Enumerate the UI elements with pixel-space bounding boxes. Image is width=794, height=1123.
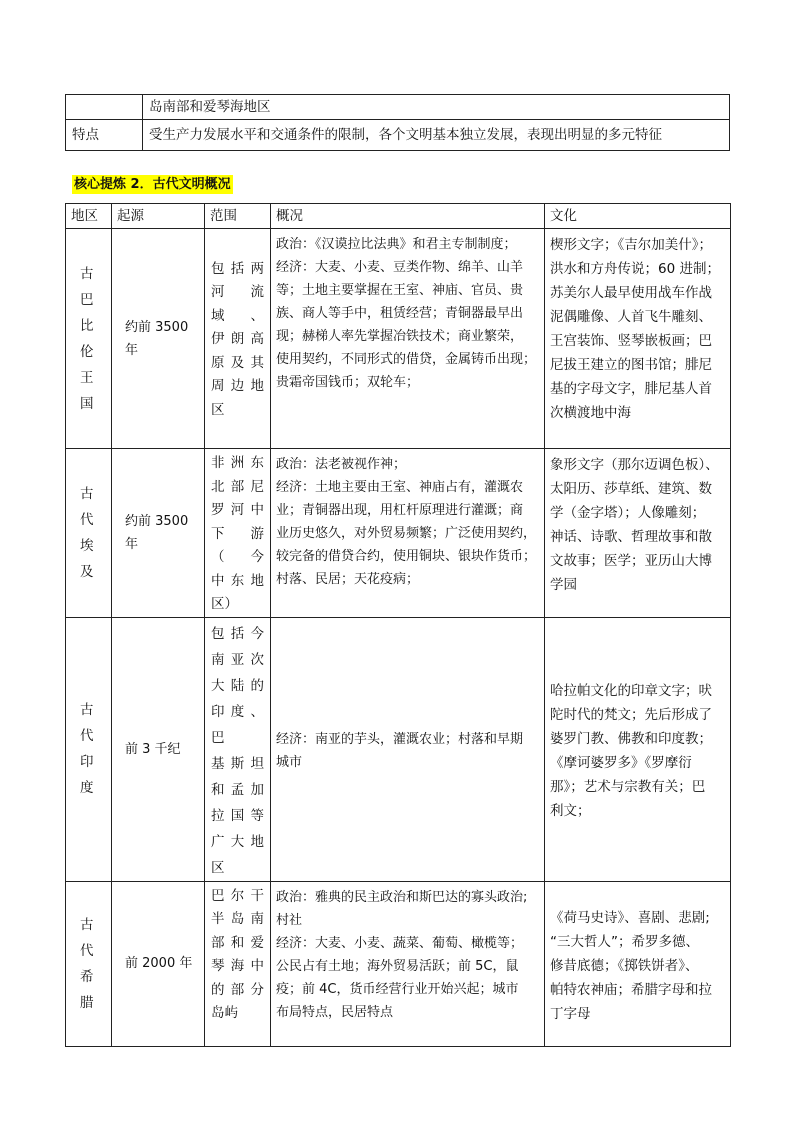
region-line: 希腊	[80, 968, 94, 1011]
overview-cell	[271, 229, 545, 449]
overview-line: 经济：大麦、小麦、蔬菜、葡萄、橄榄等；	[276, 935, 524, 951]
overview-cell	[271, 881, 545, 1046]
overview-line: 村落、民居；天花疫病；	[276, 572, 420, 587]
region-line: 古代	[80, 485, 94, 528]
overview-line: 公民占有土地；海外贸易活跃；前 5C，鼠	[276, 958, 519, 974]
culture-line: 太阳历、莎草纸、建筑、数	[550, 481, 712, 497]
culture-line: 洪水和方舟传说；60 进制；	[550, 261, 720, 277]
header-culture: 文化	[545, 204, 731, 229]
scope-line: 印度、巴	[211, 703, 264, 746]
culture-line: 基的字母文字，腓尼基人首	[550, 381, 712, 397]
overview-line: 政治：雅典的民主政治和斯巴达的寡头政治;	[276, 889, 528, 905]
scope-line: 区	[211, 401, 225, 418]
scope-line: 包括两	[211, 260, 264, 277]
region-cell	[66, 229, 112, 449]
overview-line: 业历史悠久，对外贸易频繁；广泛使用契约，	[276, 526, 537, 541]
region-cell	[66, 449, 112, 618]
header-origin: 起源	[112, 204, 205, 229]
region-line: 古代	[80, 702, 94, 744]
scope-line: 罗河中	[211, 502, 264, 518]
culture-line: 学园	[550, 577, 577, 593]
scope-line: 巴尔干	[211, 887, 264, 904]
scope-line: 拉国等	[211, 807, 264, 824]
scope-line: 区）	[211, 596, 238, 612]
top-row2-label: 特点	[66, 120, 143, 151]
region-line: 古代	[80, 916, 94, 959]
table-header-row	[66, 204, 731, 229]
scope-line: 半岛南	[211, 911, 264, 927]
scope-line: 大陆的	[211, 677, 264, 694]
overview-line: 疫；前 4C，货币经营行业开始兴起；城市	[276, 981, 519, 997]
culture-line: 泥偶雕像、人首飞牛雕刻、	[550, 309, 712, 325]
culture-line: 文故事；医学；亚历山大博	[550, 553, 712, 569]
overview-line: 经济：大麦、小麦、豆类作物、绵羊、山羊	[276, 260, 524, 275]
region-line: 古巴	[80, 265, 94, 308]
region-cell	[66, 617, 112, 881]
culture-cell	[545, 229, 731, 449]
culture-line: 丁字母	[550, 1005, 591, 1022]
culture-cell	[545, 881, 731, 1046]
table-row	[66, 449, 731, 618]
overview-line: 较完备的借贷合约，使用铜块、银块作货币；	[276, 549, 537, 564]
culture-line: 王宫装饰、竖琴嵌板画；巴	[550, 333, 712, 349]
culture-line: 哈拉帕文化的印章文字；吠	[550, 683, 712, 699]
table-row	[66, 617, 731, 881]
culture-line: 楔形文字；《吉尔加美什》；	[550, 237, 712, 253]
scope-line: 伊朗高	[211, 331, 264, 348]
overview-line: 城市	[276, 755, 303, 770]
scope-line: 原及其	[211, 354, 264, 371]
scope-line: 周边地	[211, 378, 264, 395]
region-line: 埃及	[80, 537, 94, 580]
overview-line: 村社	[276, 912, 303, 928]
culture-line: “三大哲人”；希罗多德、	[550, 933, 699, 950]
scope-line: 琴海中	[211, 958, 264, 974]
table-row	[66, 881, 731, 1046]
culture-line: 象形文字（那尔迈调色板）、	[550, 457, 719, 473]
overview-cell	[271, 617, 545, 881]
culture-line: 陀时代的梵文；先后形成了	[550, 707, 712, 723]
culture-cell	[545, 449, 731, 618]
scope-line: 和孟加	[211, 781, 264, 798]
overview-line: 布局特点，民居特点	[276, 1004, 394, 1020]
scope-line: 区	[211, 859, 225, 876]
overview-line: 政治：《汉谟拉比法典》和君主专制制度；	[276, 237, 517, 252]
header-scope: 范围	[205, 204, 271, 229]
overview-line: 族、商人等手中，租赁经营；青铜器最早出	[276, 306, 524, 321]
header-region: 地区	[66, 204, 112, 229]
overview-line: 贵霜帝国钱币；双轮车；	[276, 375, 420, 390]
region-cell	[66, 881, 112, 1046]
scope-line: 河流域、	[211, 284, 264, 324]
culture-line: 学（金字塔）；人像雕刻；	[550, 505, 706, 521]
scope-cell	[205, 449, 271, 618]
overview-line: 业；青铜器出现，用杠杆原理进行灌溉；商	[276, 503, 524, 518]
header-overview: 概况	[271, 204, 545, 229]
scope-line: 广大地	[211, 833, 264, 850]
scope-line: 基斯坦	[211, 755, 264, 772]
scope-line: 中东地	[211, 572, 264, 589]
civilization-table	[65, 203, 731, 1047]
culture-cell	[545, 617, 731, 881]
scope-cell	[205, 881, 271, 1046]
culture-line: 苏美尔人最早使用战车作战	[550, 285, 712, 301]
scope-line: 非洲东	[211, 455, 264, 471]
overview-line: 使用契约，不同形式的借贷，金属铸币出现；	[276, 352, 537, 367]
scope-line: 岛屿	[211, 1005, 238, 1021]
overview-cell	[271, 449, 545, 618]
origin-cell: 前 3 千纪	[112, 617, 205, 881]
scope-line: 南亚次	[211, 651, 264, 668]
scope-line: 部和爱	[211, 934, 264, 951]
overview-line: 经济：土地主要由王室、神庙占有，灌溉农	[276, 480, 524, 495]
section-heading: 核心提炼 2．古代文明概况	[74, 177, 231, 192]
scope-cell	[205, 617, 271, 881]
scope-line: 包括今	[211, 625, 264, 642]
culture-line: 尼拔王建立的图书馆；腓尼	[550, 357, 712, 373]
top-row2-text: 受生产力发展水平和交通条件的限制，各个文明基本独立发展，表现出明显的多元特征	[143, 120, 730, 151]
overview-line: 政治：法老被视作神；	[276, 457, 407, 472]
scope-cell	[205, 229, 271, 449]
culture-line: 次横渡地中海	[550, 405, 631, 421]
origin-cell: 前 2000 年	[112, 881, 205, 1046]
top-row1-label	[66, 95, 143, 120]
overview-line: 等；土地主要掌握在王室、神庙、官员、贵	[276, 283, 524, 298]
scope-line: 下游（今	[211, 525, 264, 565]
table-row	[66, 120, 730, 151]
region-line: 比伦	[80, 317, 94, 360]
culture-line: 那》；艺术与宗教有关；巴	[550, 779, 706, 795]
culture-line: 《荷马史诗》、喜剧、悲剧;	[550, 909, 710, 926]
top-row1-text: 岛南部和爱琴海地区	[143, 95, 730, 120]
culture-line: 《摩诃婆罗多》《罗摩衍	[550, 755, 692, 771]
region-line: 王国	[80, 369, 94, 412]
origin-cell: 约前 3500 年	[112, 449, 205, 618]
culture-line: 神话、诗歌、哲理故事和散	[550, 529, 712, 545]
culture-line: 帕特农神庙；希腊字母和拉	[550, 981, 712, 998]
culture-line: 利文；	[550, 803, 591, 819]
overview-line: 现；赫梯人率先掌握冶铁技术；商业繁荣，	[276, 329, 524, 344]
scope-line: 北部尼	[211, 478, 264, 495]
table-row	[66, 229, 731, 449]
origin-cell: 约前 3500 年	[112, 229, 205, 449]
culture-line: 修昔底德；《掷铁饼者》、	[550, 957, 699, 974]
scope-line: 的部分	[211, 981, 264, 998]
region-line: 印度	[80, 754, 94, 796]
table-row	[66, 95, 730, 120]
culture-line: 婆罗门教、佛教和印度教；	[550, 731, 712, 747]
overview-line: 经济：南亚的芋头，灌溉农业；村落和早期	[276, 732, 524, 747]
top-table	[65, 94, 730, 151]
